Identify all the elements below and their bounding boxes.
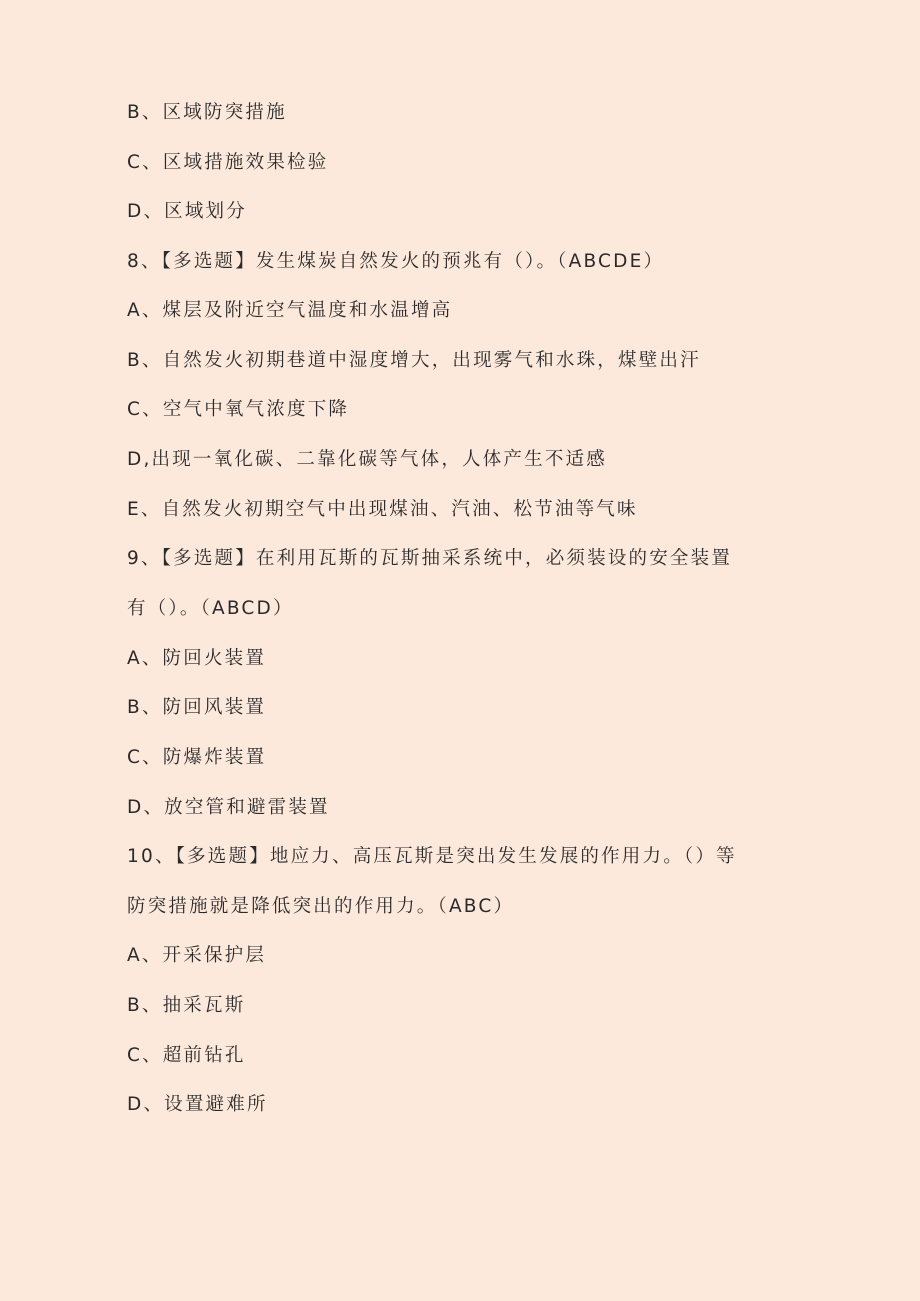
q8-option-e: E、自然发火初期空气中出现煤油、汽油、松节油等气味 [127,499,638,520]
q10-option-c: C、超前钻孔 [127,1045,246,1066]
q8-option-d: D,出现一氧化碳、二靠化碳等气体，人体产生不适感 [127,449,607,470]
q7-option-b: B、区域防突措施 [127,102,287,123]
q9-question-cont: 有（）。（ABCD） [127,598,294,619]
q8-question: 8、【多选题】发生煤炭自然发火的预兆有（）。（ABCDE） [127,251,665,272]
q7-option-c: C、区域措施效果检验 [127,152,329,173]
q9-question: 9、【多选题】在利用瓦斯的瓦斯抽采系统中，必须装设的安全装置 [127,548,733,569]
q10-question-cont: 防突措施就是降低突出的作用力。（ABC） [127,896,515,917]
q9-option-a: A、防回火装置 [127,648,267,669]
q10-option-b: B、抽采瓦斯 [127,995,246,1016]
q8-option-b: B、自然发火初期巷道中湿度增大，出现雾气和水珠，煤壁出汗 [127,350,701,371]
q9-option-d: D、放空管和避雷装置 [127,797,330,818]
q9-option-b: B、防回风装置 [127,697,267,718]
q10-option-a: A、开采保护层 [127,945,267,966]
q8-option-a: A、煤层及附近空气温度和水温增高 [127,300,453,321]
q8-option-c: C、空气中氧气浓度下降 [127,399,350,420]
q10-question: 10、【多选题】地应力、高压瓦斯是突出发生发展的作用力。（）等 [127,846,737,867]
q10-option-d: D、设置避难所 [127,1094,268,1115]
q7-option-d: D、区域划分 [127,201,247,222]
q9-option-c: C、防爆炸装置 [127,747,267,768]
